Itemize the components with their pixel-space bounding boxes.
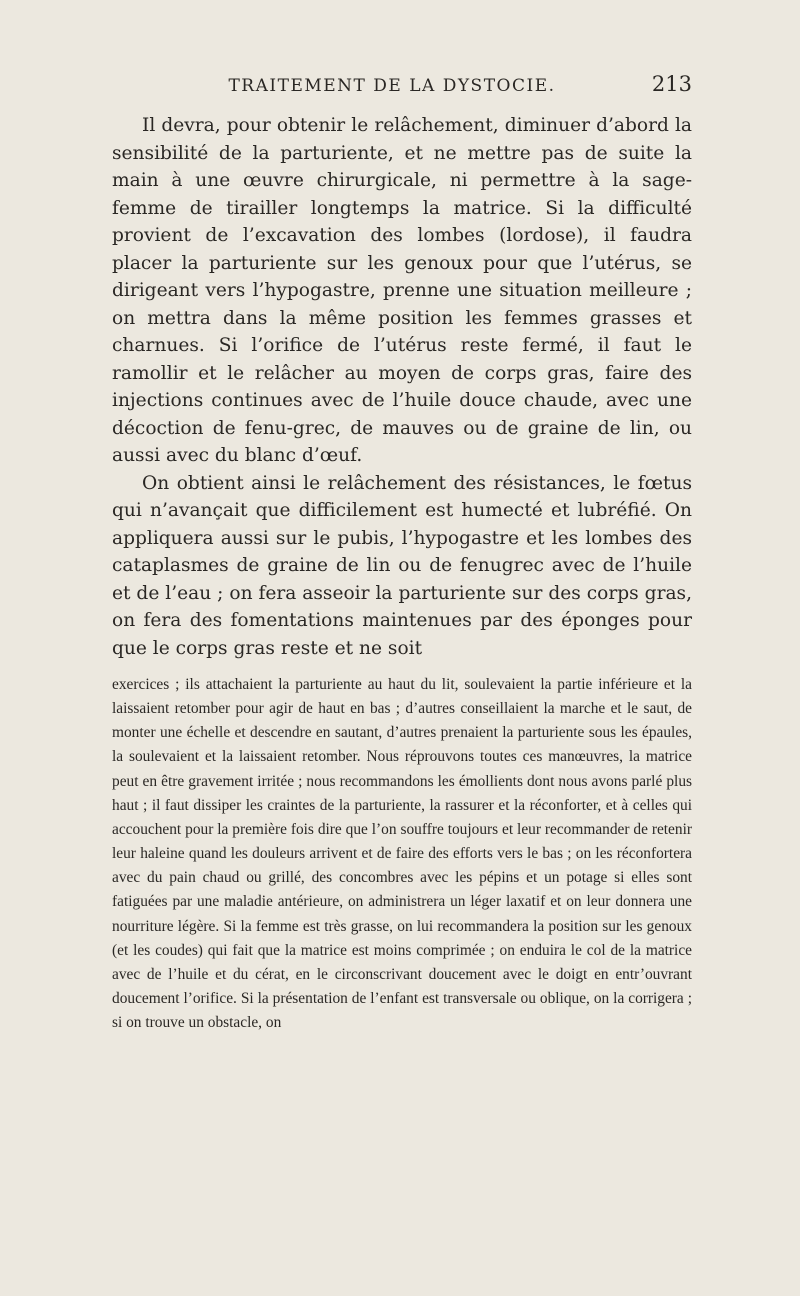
footnote: [112, 673, 692, 1035]
page-number: 213: [651, 72, 692, 96]
footnote-text: exercices ; ils attachaient la parturiente au haut du lit, soulevaient la partie inférieure et la laissaient retomber pour agir de haut en bas ; d’autres conseillaient la marche et le saut, de monter une échelle et descendre en sautant, d’autres prenaient la parturiente sous les épaules, la soulevaient et la laissaient retomber. Nous réprouvons toutes ces manœuvres, la matrice peut en être gravement irritée ; nous recommandons les émollients dont nous avons parlé plus haut ; il faut dissiper les craintes de la parturiente, la rassurer et la réconforter, et à celles qui accouchent pour la première fois dire que l’on souffre toujours et leur recommander de retenir leur haleine quand les douleurs arrivent et de faire des efforts vers le bas ; on les réconfortera avec du pain chaud ou grillé, des concombres avec les pépins et un potage si elles sont fatiguées par une maladie antérieure, on administrera un léger laxatif et on leur donnera une nourriture légère. Si la femme est très grasse, on lui recommandera la position sur les genoux (et les coudes) qui fait que la matrice est moins comprimée ; on enduira le col de la matrice avec de l’huile et du cérat, en le circonscrivant doucement avec le doigt en entr’ouvrant doucement l’orifice. Si la présentation de l’enfant est transversale ou oblique, on la corrigera ; si on trouve un obstacle, on: [112, 676, 692, 1032]
paragraph: Il devra, pour obtenir le relâchement, diminuer d’abord la sensibilité de la parturiente, et ne mettre pas de suite la main à une œuvre chirurgicale, ni permettre à la sage-femme de tirailler longtemps la matrice. Si la difficulté provient de l’excavation des lombes (lordose), il faudra placer la parturiente sur les genoux pour que l’utérus, se dirigeant vers l’hypogastre, prenne une situation meilleure ; on mettra dans la même position les femmes grasses et charnues. Si l’orifice de l’utérus reste fermé, il faut le ramollir et le relâcher au moyen de corps gras, faire des injections continues avec de l’huile douce chaude, avec une décoction de fenu-grec, de mauves ou de graine de lin, ou aussi avec du blanc d’œuf.: [112, 115, 692, 466]
main-text: [112, 112, 692, 662]
running-title: TRAITEMENT DE LA DYSTOCIE.: [228, 76, 556, 96]
paragraph: On obtient ainsi le relâchement des résistances, le fœtus qui n’avançait que difficilement est humecté et lubréfié. On appliquera aussi sur le pubis, l’hypogastre et les lombes des cataplasmes de graine de lin ou de fenugrec avec de l’huile et de l’eau ; on fera asseoir la parturiente sur des corps gras, on fera des fomentations maintenues par des éponges pour que le corps gras reste et ne soit: [112, 472, 692, 659]
running-head: [112, 72, 692, 100]
